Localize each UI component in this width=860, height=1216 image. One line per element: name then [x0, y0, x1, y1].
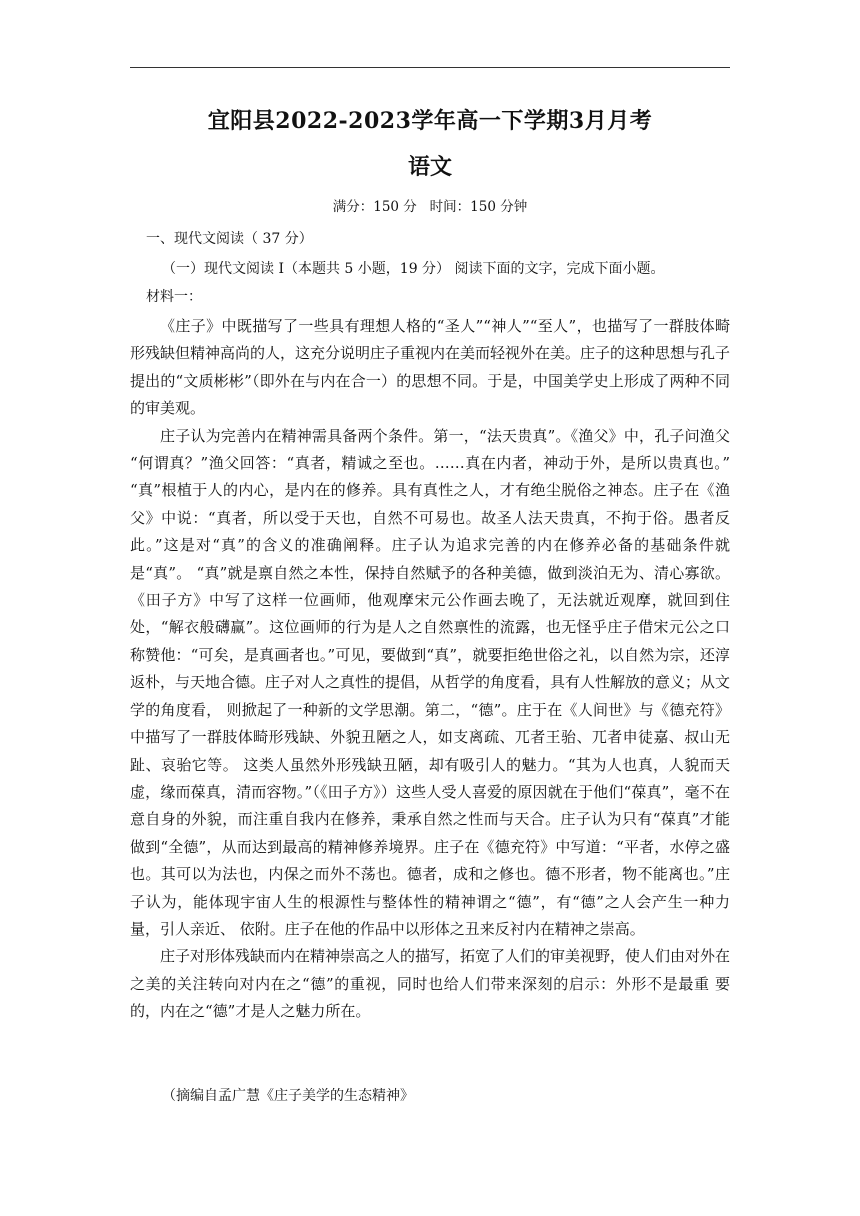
- subject-title: 语文: [407, 154, 452, 180]
- header-rule: [130, 67, 730, 68]
- exam-title: 宜阳县2022-2023学年高一下学期3月月考: [207, 108, 653, 134]
- passage-paragraph: 庄子对形体残缺而内在精神崇高之人的描写，拓宽了人们的审美视野，使人们由对外在之美的关注转向对内在之“德”的重视，同时也给人们带来深刻的启示：外形不是最重 要的，内在之“德”才是人之魅力所在。: [130, 947, 731, 1021]
- section-heading: 一、现代文阅读（ 37 分）: [146, 231, 313, 247]
- passage-paragraph: 《庄子》中既描写了一些具有理想人格的“圣人”“神人”“至人”，也描写了一群肢体畸形残缺但精神高尚的人，这充分说明庄子重视内在美而轻视外在美。庄子的这种思想与孔子提出的“文质彬彬”（即外在与内在合一）的思想不同。于是，中国美学史上形成了两种不同的审美观。: [130, 317, 731, 418]
- subsection-heading: （一）现代文阅读 I（本题共 5 小题，19 分） 阅读下面的文字，完成下面小题。: [162, 261, 665, 277]
- source-citation: （摘编自孟广慧《庄子美学的生态精神》: [162, 1088, 414, 1104]
- material-label: 材料一：: [146, 289, 202, 305]
- reading-passage: [130, 313, 730, 1026]
- passage-paragraph: 庄子认为完善内在精神需具备两个条件。第一，“法天贵真”。《渔父》中，孔子问渔父 “何谓真？”渔父回答：“真者，精诚之至也。……真在内者，神动于外，是所以贵真也。” “真”根植于人的内心，是内在的修养。具有真性之人，才有绝尘脱俗之神态。庄子在《渔父》中说：“真者，所以受于天也，自然不可易也。故圣人法天贵真，不拘于俗。愚者反此。”这是对“真”的含义的准确阐释。庄子认为追求完善的内在修养必备的基础条件就是“真”。 “真”就是禀自然之本性，保持自然赋予的各种美德，做到淡泊无为、清心寡欲。《田子方》中写了这样一位画师，他观摩宋元公作画去晚了，无法就近观摩，就回到住处，“解衣般礴赢”。这位画师的行为是人之自然禀性的流露，也无怪乎庄子借宋元公之口称赞他：“可矣，是真画者也。”可见，要做到“真”，就要拒绝世俗之礼，以自然为宗，还淳返朴，与天地合德。庄子对人之真性的提倡，从哲学的角度看，具有人性解放的意义；从文学的角度看， 则掀起了一种新的文学思潮。第二，“德”。庄于在《人间世》与《德充符》中描写了一群肢体畸形残缺、外貌丑陋之人，如支离疏、兀者王骀、兀者申徒嘉、叔山无趾、哀骀它等。 这类人虽然外形残缺丑陋，却有吸引人的魅力。“其为人也真，人貌而天虚，缘而葆真，清而容物。”（《田子方》）这些人受人喜爱的原因就在于他们“葆真”，毫不在意自身的外貌，而注重自我内在修养，秉承自然之性而与天合。庄子认为只有“葆真”才能做到“全德”，从而达到最高的精神修养境界。庄子在《德充符》中写道：“平者，水停之盛也。其可以为法也，内保之而外不荡也。德者，成和之修也。德不形者，物不能离也。”庄子认为，能体现宇宙人生的根源性与整体性的精神谓之“德”，有“德”之人会产生一种力量，引人亲近、 依附。庄子在他的作品中以形体之丑来反衬内在精神之崇高。: [130, 426, 731, 938]
- score-time-line: 满分：150 分 时间：150 分钟: [332, 199, 528, 215]
